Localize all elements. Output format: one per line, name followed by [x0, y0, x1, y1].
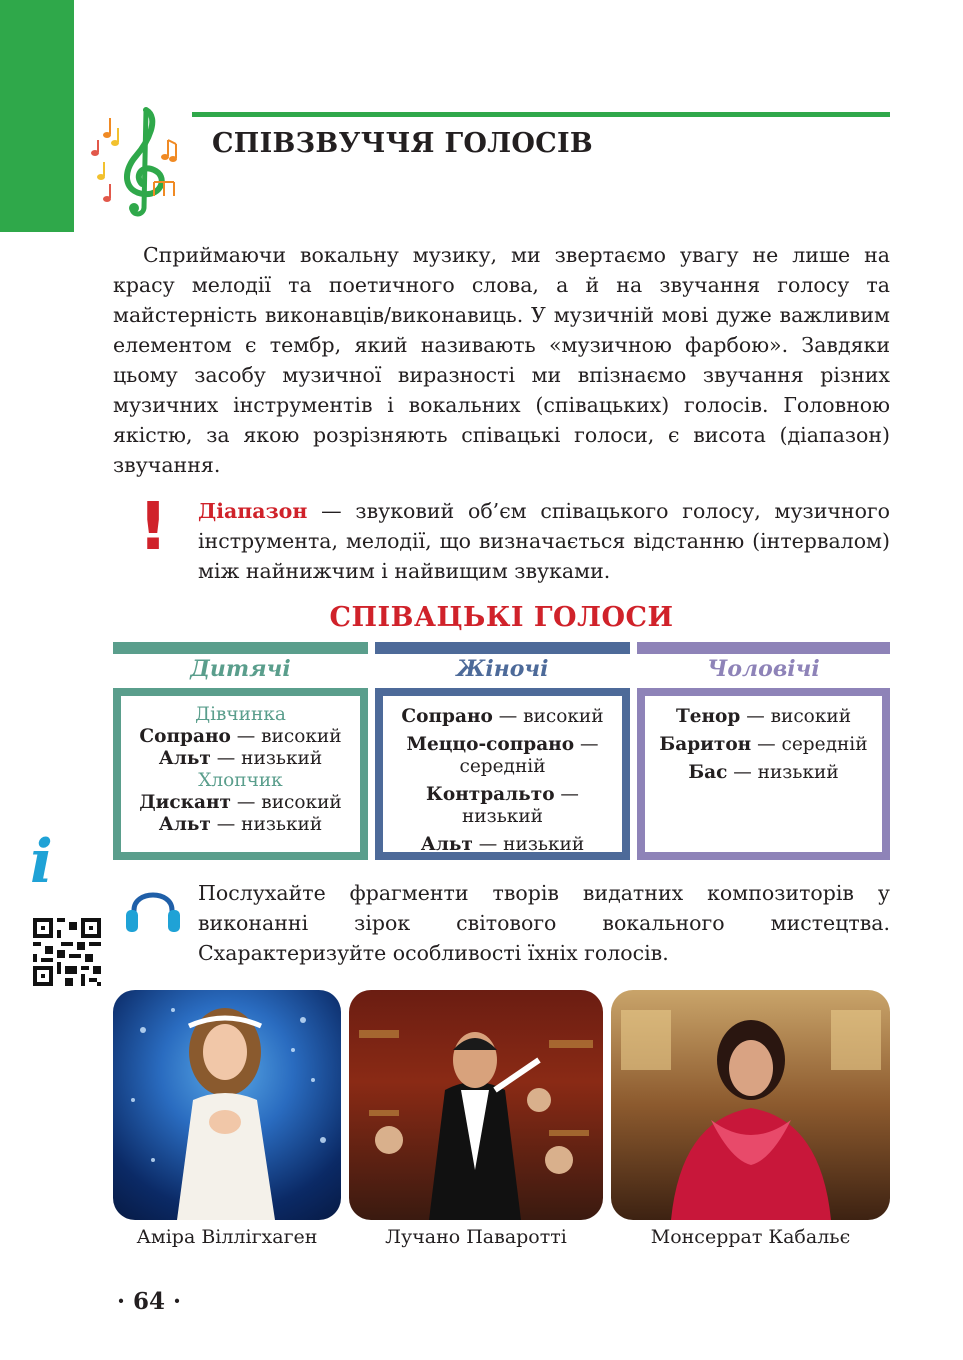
- definition-term: Діапазон: [198, 499, 308, 523]
- male-voices-box: [637, 688, 890, 860]
- voice-desc-cont: низький: [461, 806, 544, 827]
- voice-desc-cont: середній: [459, 756, 546, 777]
- definition-text: — звуковий об’єм співацького голосу, музичного інструмента, мелодії, що визначається відстанню (інтервалом) між найнижчим і найвищим звуками.: [198, 499, 890, 583]
- children-voices-box: [113, 688, 368, 860]
- voice-name: Меццо-сопрано: [406, 734, 575, 755]
- soprano-singer-illustration: [611, 990, 890, 1220]
- voice-desc: —: [574, 734, 599, 755]
- photo-girl-singer: [113, 990, 341, 1220]
- intro-text: Сприймаючи вокальну музику, ми звертаємо увагу не лише на красу мелодії та поетичного слова, а й на звучання голосу та майстерність виконавців/виконавиць. У музичній мові дуже важливим елементом є тембр, який називають «музичною фарбою». Завдяки цьому засобу музичної виразності ми впізнаємо звучання різних музичних інструментів і вокальних (співацьких) голосів. Головною якістю, за якою розрізняють співацькі голоси, є висота (діапазон) звучання.: [113, 243, 890, 477]
- voice-item: [383, 706, 622, 728]
- voice-desc: — низький: [210, 748, 323, 769]
- headphones-icon: [124, 884, 182, 936]
- qr-code-icon[interactable]: [33, 918, 101, 986]
- voice-name: Сопрано: [401, 706, 493, 727]
- female-voices-box: [375, 688, 630, 860]
- photo-soprano-singer: [611, 990, 890, 1220]
- voice-item: [121, 726, 360, 748]
- girl-label: Дівчинка: [195, 704, 286, 725]
- voice-desc: — високий: [740, 706, 852, 727]
- children-column-header: Дитячі: [190, 656, 291, 682]
- voice-name: Баритон: [659, 734, 752, 755]
- voice-item: [645, 706, 882, 728]
- voice-name: Сопрано: [139, 726, 231, 747]
- photo-tenor-singer: [349, 990, 603, 1220]
- voice-desc: — високий: [230, 726, 342, 747]
- voice-name: Альт: [158, 814, 211, 835]
- voice-item: [383, 834, 622, 856]
- female-column-header: Жіночі: [456, 656, 549, 682]
- male-column-bar: [637, 642, 890, 654]
- voice-name: Бас: [688, 762, 728, 783]
- title-rule: [192, 112, 890, 117]
- photo-caption: Монсеррат Кабальє: [650, 1226, 851, 1248]
- voice-name: Тенор: [675, 706, 741, 727]
- voice-desc: — середній: [751, 734, 868, 755]
- voices-heading: СПІВАЦЬКІ ГОЛОСИ: [329, 602, 674, 633]
- voice-item: [645, 762, 882, 784]
- voice-item: [121, 748, 360, 770]
- page-title: СПІВЗВУЧЧЯ ГОЛОСІВ: [212, 128, 594, 159]
- photo-caption: Лучано Паваротті: [385, 1226, 567, 1248]
- page-number: · 64 ·: [117, 1288, 182, 1315]
- male-column-header: Чоловічі: [707, 656, 820, 682]
- green-page-tab: [0, 0, 74, 232]
- tenor-singer-illustration: [349, 990, 603, 1220]
- listen-paragraph: [198, 878, 890, 968]
- voice-item: [645, 734, 882, 756]
- voice-desc: — низький: [472, 834, 585, 855]
- voice-name: Альт: [158, 748, 211, 769]
- voice-name: Альт: [420, 834, 473, 855]
- voice-item: [383, 784, 622, 806]
- photo-caption: Аміра Віллігхаген: [136, 1226, 318, 1248]
- voice-name: Дискант: [139, 792, 232, 813]
- voice-desc: — низький: [727, 762, 839, 783]
- treble-clef-notes-icon: [88, 100, 188, 220]
- voice-item: [121, 814, 360, 836]
- voice-desc: — низький: [210, 814, 323, 835]
- voice-name: Контральто: [426, 784, 555, 805]
- intro-paragraph: [113, 240, 890, 480]
- definition-block: [198, 496, 890, 586]
- exclamation-icon: !: [138, 488, 169, 565]
- info-icon: i: [30, 827, 53, 897]
- girl-singer-illustration: [113, 990, 341, 1220]
- voice-item: [121, 792, 360, 814]
- female-column-bar: [375, 642, 630, 654]
- boy-label: Хлопчик: [198, 770, 283, 791]
- children-column-bar: [113, 642, 368, 654]
- voice-desc: — високий: [492, 706, 604, 727]
- listen-text: Послухайте фрагменти творів видатних композиторів у виконанні зірок світового вокального мистецтва. Схарактеризуйте особливості їхніх голосів.: [198, 881, 890, 965]
- voice-desc: — високий: [231, 792, 342, 813]
- voice-desc: —: [554, 784, 579, 805]
- voice-item: [383, 734, 622, 756]
